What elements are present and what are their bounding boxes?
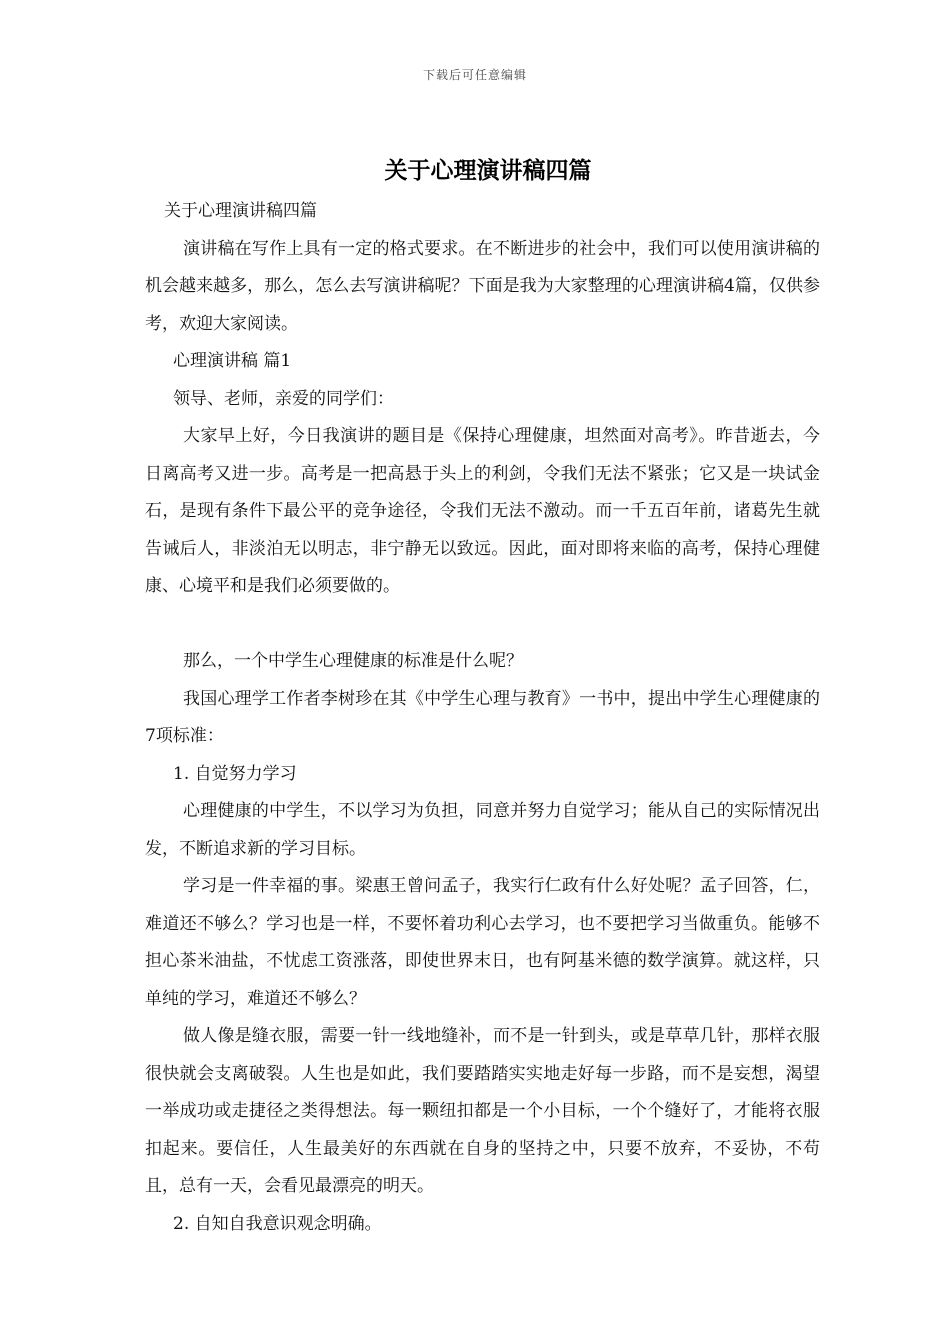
list-item-heading: 2. 自知自我意识观念明确。	[173, 1213, 382, 1234]
page-header-note: 下载后可任意编辑	[422, 68, 527, 82]
intro-paragraph: 演讲稿在写作上具有一定的格式要求。在不断进步的社会中，我们可以使用演讲稿的机会越来越多，那么，怎么去写演讲稿呢？下面是我为大家整理的心理演讲稿4篇，仅供参考，欢迎大家阅读。	[145, 238, 820, 334]
body-paragraph: 学习是一件幸福的事。梁惠王曾问孟子，我实行仁政有什么好处呢？孟子回答，仁，难道还不够么？学习也是一样，不要怀着功利心去学习，也不要把学习当做重负。能够不担心茶米油盐，不忧虑工资涨落，即使世界末日，也有阿基米德的数学演算。就这样，只单纯的学习，难道还不够么？	[145, 876, 820, 1009]
list-item-heading: 1. 自觉努力学习	[173, 763, 297, 784]
document-body	[145, 193, 820, 1243]
body-paragraph: 我国心理学工作者李树珍在其《中学生心理与教育》一书中，提出中学生心理健康的7项标准：	[145, 688, 820, 746]
document-subtitle: 关于心理演讲稿四篇	[164, 201, 317, 221]
body-paragraph: 心理健康的中学生，不以学习为负担，同意并努力自觉学习；能从自己的实际情况出发，不断追求新的学习目标。	[145, 801, 820, 859]
paragraph-gap	[145, 606, 820, 644]
body-paragraph: 大家早上好，今日我演讲的题目是《保持心理健康，坦然面对高考》。昨昔逝去，今日离高考又进一步。高考是一把高悬于头上的利剑，令我们无法不紧张；它又是一块试金石，是现有条件下最公平的竞争途径，令我们无法不激动。而一千五百年前，诸葛先生就告诫后人，非淡泊无以明志，非宁静无以致远。因此，面对即将来临的高考，保持心理健康、心境平和是我们必须要做的。	[145, 426, 820, 596]
body-paragraph: 那么，一个中学生心理健康的标准是什么呢？	[183, 651, 523, 671]
greeting-line: 领导、老师，亲爱的同学们：	[173, 388, 394, 409]
body-paragraph: 做人像是缝衣服，需要一针一线地缝补，而不是一针到头，或是草草几针，那样衣服很快就会支离破裂。人生也是如此，我们要踏踏实实地走好每一步路，而不是妄想，渴望一举成功或走捷径之类得想法。每一颗纽扣都是一个小目标，一个个缝好了，才能将衣服扣起来。要信任，人生最美好的东西就在自身的坚持之中，只要不放弃，不妥协，不苟且，总有一天，会看见最漂亮的明天。	[145, 1026, 820, 1196]
speech-heading: 心理演讲稿 篇1	[173, 351, 292, 371]
document-title: 关于心理演讲稿四篇	[384, 157, 592, 184]
